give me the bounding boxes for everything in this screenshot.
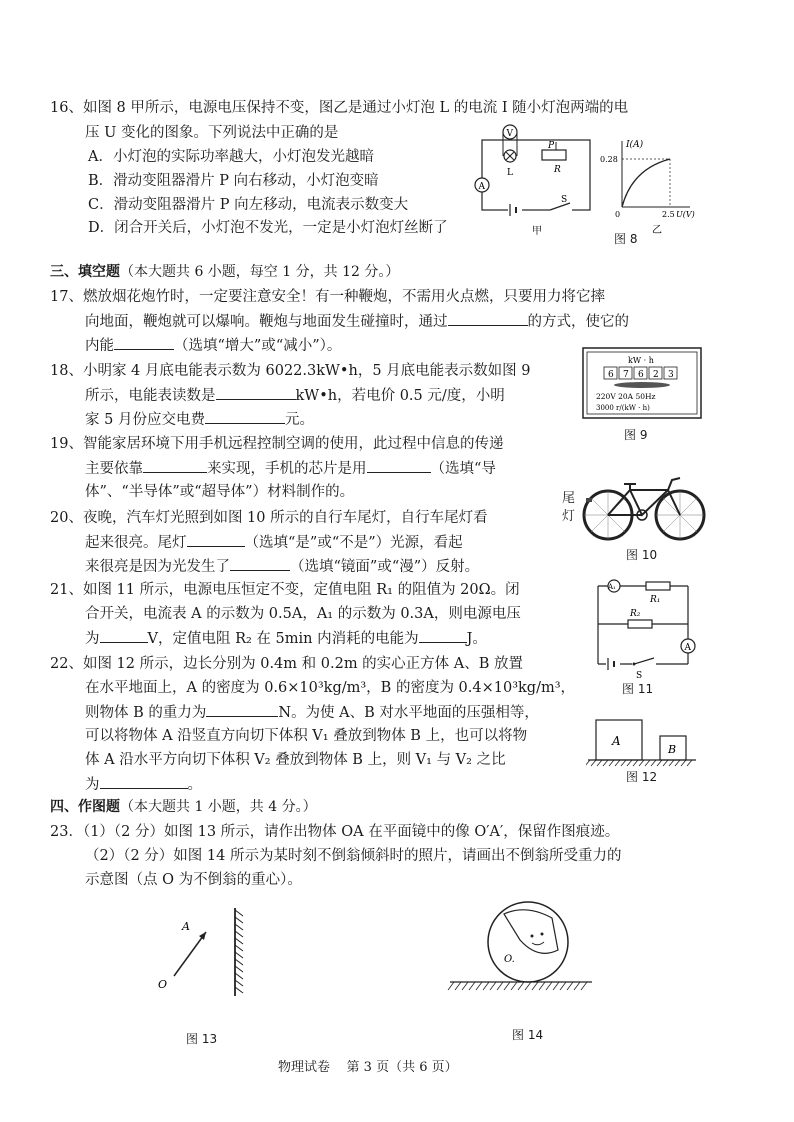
hatch-line [657, 760, 662, 766]
q20-line1: 20、夜晚，汽车灯光照到如图 10 所示的自行车尾灯，自行车尾灯看 [50, 510, 488, 526]
hatch-line [518, 982, 524, 990]
q19-blank-1[interactable] [143, 458, 207, 473]
q22-blank-1[interactable] [206, 702, 278, 717]
fig11-r1-label: R₁ [650, 595, 661, 605]
hatch-line [476, 982, 482, 990]
q18-line1: 18、小明家 4 月底电能表示数为 6022.3kW•h，5 月底电能表示数如图 9 [50, 363, 531, 379]
hatch-line [525, 982, 531, 990]
figure-13-caption: 图 13 [186, 1032, 218, 1046]
hatch-line [627, 760, 632, 766]
q22-line1: 22、如图 12 所示，边长分别为 0.4m 和 0.2m 的实心正方体 A、B 放置 [50, 656, 524, 672]
q16-stem-line2: 压 U 变化的图象。下列说法中正确的是 [85, 125, 339, 141]
mirror-hatch-line [235, 917, 243, 923]
fig11-r2-label: R₂ [630, 609, 641, 619]
q21-line3 [85, 628, 487, 649]
q17-blank-2[interactable] [114, 335, 174, 350]
q18-blank-2[interactable] [205, 409, 285, 424]
figure-8-circuit [470, 120, 600, 240]
hatch-line [621, 760, 626, 766]
meter-digit-group [604, 367, 677, 380]
mirror-hatch-line [235, 945, 243, 951]
slider-label: P [548, 141, 555, 151]
hatch-line [455, 982, 461, 990]
figure-8-graph [600, 135, 700, 240]
meter-digit: 6 [638, 370, 644, 380]
footer [278, 1058, 458, 1078]
q17-line1: 17、燃放烟花炮竹时，一定要注意安全！有一种鞭炮，不需用火点燃，只要用力将它摔 [50, 289, 605, 305]
q20-line3 [85, 556, 479, 577]
graph-x-tick: 2.5 [662, 210, 675, 219]
meter-digit: 6 [608, 370, 614, 380]
hatch-line [591, 760, 596, 766]
graph-y-label: I(A) [626, 140, 644, 150]
q19-line2a: 主要依靠 [85, 461, 143, 477]
fig11-a1-label: A₁ [608, 583, 616, 591]
fig11-a-label: A [684, 643, 691, 653]
hatch-line [609, 760, 614, 766]
hatch-line [553, 982, 559, 990]
hatch-line [615, 760, 620, 766]
hatch-line [681, 760, 686, 766]
section-4-title: 四、作图题 [50, 799, 120, 815]
hatch-line [651, 760, 656, 766]
mirror-hatch-line [235, 980, 243, 986]
figure-10-caption: 图 10 [626, 548, 658, 562]
hatch-line [448, 982, 454, 990]
q21-line3a: 为 [85, 631, 100, 647]
q16-option-a: A．小灯泡的实际功率越大，小灯泡发光越暗 [88, 149, 374, 165]
hatch-line [574, 982, 580, 990]
figure-13-mirror [150, 900, 270, 1010]
q16-option-d: D．闭合开关后，小灯泡不发光，一定是小灯泡灯丝断了 [88, 220, 448, 236]
figure-14-caption: 图 14 [512, 1028, 544, 1042]
figure-11-circuit [584, 576, 702, 680]
q18-line3a: 家 5 月份应交电费 [85, 412, 205, 428]
footer-subject: 物理试卷 [278, 1060, 331, 1075]
q23-line1: 23．（1）（2 分）如图 13 所示，请作出物体 OA 在平面镜中的像 O′A′，保留作图痕迹。 [50, 824, 620, 840]
meter-digit: 7 [623, 370, 629, 380]
fig14-o-label: O. [504, 954, 515, 965]
q17-line3a: 内能 [85, 338, 114, 354]
voltmeter-label: V [506, 129, 513, 139]
hatch-line [639, 760, 644, 766]
cube-b-label: B [668, 743, 677, 756]
meter-digit: 2 [653, 370, 659, 380]
q17-line2b: 的方式，使它的 [527, 314, 629, 330]
q22-line6b: 。 [187, 777, 202, 793]
figure-9-meter [582, 347, 702, 419]
hatch-line [586, 760, 590, 766]
q23-line3: 示意图（点 O 为不倒翁的重心）。 [85, 872, 302, 888]
meter-spec: 220V 20A 50Hz [596, 392, 656, 401]
lamp-label: L [507, 168, 513, 178]
hatch-line [675, 760, 680, 766]
q19-line3: 体”、“半导体”或“超导体”）材料制作的。 [85, 484, 355, 500]
q23-line2: （2）（2 分）如图 14 所示为某时刻不倒翁倾斜时的照片，请画出不倒翁所受重力的 [85, 848, 622, 864]
q21-blank-1[interactable] [100, 628, 148, 643]
q19-blank-2[interactable] [367, 458, 431, 473]
hatch-line [532, 982, 538, 990]
q17-line3b: （选填“增大”或“减小”）。 [174, 338, 342, 354]
ammeter-label: A [478, 182, 485, 192]
q22-blank-2[interactable] [100, 774, 188, 789]
mirror-hatch-line [235, 931, 243, 937]
q17-line2a: 向地面，鞭炮就可以爆响。鞭炮与地面发生碰撞时，通过 [85, 314, 448, 330]
q20-line3a: 来很亮是因为光发生了 [85, 559, 230, 575]
figure-12-caption: 图 12 [626, 770, 658, 784]
q22-line6a: 为 [85, 777, 100, 793]
hatch-line [567, 982, 573, 990]
q17-line3 [85, 335, 341, 356]
hatch-line [633, 760, 638, 766]
figure-9-caption: 图 9 [624, 428, 648, 442]
figure-14-tumbler [446, 900, 596, 1000]
q20-line3b: （选填“镜面”或“漫”）反射。 [290, 559, 480, 575]
hatch-line [511, 982, 517, 990]
mirror-hatch-line [235, 938, 243, 944]
q21-line2: 合开关，电流表 A 的示数为 0.5A，A₁ 的示数为 0.3A，则电源电压 [85, 606, 521, 622]
q21-line3c: J。 [466, 631, 487, 647]
q22-line3a: 则物体 B 的重力为 [85, 705, 207, 721]
q17-blank-1[interactable] [448, 311, 528, 326]
mirror-hatch-line [235, 973, 243, 979]
mirror-hatch-line [235, 910, 243, 916]
q20-blank-1[interactable] [187, 532, 245, 547]
q22-line6 [85, 774, 202, 795]
figure-12-cubes [586, 714, 698, 770]
hatch-line [483, 982, 489, 990]
q21-blank-2[interactable] [419, 628, 467, 643]
q18-line2 [85, 385, 505, 406]
hatch-line [669, 760, 674, 766]
hatch-line [560, 982, 566, 990]
hatch-line [687, 760, 692, 766]
figure-8-caption: 图 8 [614, 232, 638, 246]
hatch-line [597, 760, 602, 766]
q17-line2 [85, 311, 629, 332]
rheostat-label: R [554, 165, 561, 175]
figure-10-bicycle [580, 470, 708, 542]
figure-8-left-label: 甲 [532, 226, 542, 237]
q20-blank-2[interactable] [230, 556, 290, 571]
hatch-line [645, 760, 650, 766]
cube-a-label: A [612, 734, 621, 748]
q19-line2 [85, 458, 496, 479]
q22-line5: 体 A 沿水平方向切下体积 V₂ 叠放到物体 B 上，则 V₁ 与 V₂ 之比 [85, 752, 506, 768]
hatch-line [603, 760, 608, 766]
q19-line1: 19、智能家居环境下用手机远程控制空调的使用，此过程中信息的传递 [50, 436, 504, 452]
meter-rev: 3000 r/(kW · h) [596, 404, 650, 412]
q22-line4: 可以将物体 A 沿竖直方向切下体积 V₁ 叠放到物体 B 上，也可以将物 [85, 728, 528, 744]
q16-stem-line1: 16、如图 8 甲所示，电源电压保持不变，图乙是通过小灯泡 L 的电流 I 随小灯泡两端的电 [50, 100, 629, 116]
fig11-s-label: S [636, 671, 643, 680]
q18-line2a: 所示，电能表读数是 [85, 388, 216, 404]
hatch-line [497, 982, 503, 990]
q16-option-c: C．滑动变阻器滑片 P 向左移动，电流表示数变大 [88, 197, 409, 213]
section-3-note: （本大题共 6 小题，每空 1 分，共 12 分。） [120, 264, 400, 280]
q16-option-b: B．滑动变阻器滑片 P 向右移动，小灯泡变暗 [88, 173, 379, 189]
section-3-heading [50, 262, 399, 282]
hatch-line [581, 982, 587, 990]
graph-y-tick: 0.28 [600, 155, 618, 164]
meter-unit: kW · h [628, 356, 654, 365]
tail-light-label: 尾灯 [562, 491, 576, 524]
q21-line1: 21、如图 11 所示，电源电压恒定不变，定值电阻 R₁ 的阻值为 20Ω。闭 [50, 582, 520, 598]
section-4-heading [50, 797, 317, 817]
figure-8-right-label: 乙 [652, 225, 662, 236]
q18-blank-1[interactable] [216, 385, 296, 400]
q20-line2a: 起来很亮。尾灯 [85, 535, 187, 551]
hatch-line [490, 982, 496, 990]
mirror-hatch-line [235, 924, 243, 930]
hatch-line [539, 982, 545, 990]
meter-digit: 3 [668, 370, 674, 380]
section-3-title: 三、填空题 [50, 264, 120, 280]
hatch-line [504, 982, 510, 990]
q19-line2b: 来实现，手机的芯片是用 [207, 461, 367, 477]
hatch-line [546, 982, 552, 990]
mirror-hatch-line [235, 966, 243, 972]
mirror-hatch-line [235, 959, 243, 965]
q22-line3b: N。为使 A、B 对水平地面的压强相等， [278, 705, 539, 721]
figure-11-caption: 图 11 [622, 682, 654, 696]
q21-line3b: V，定值电阻 R₂ 在 5min 内消耗的电能为 [147, 631, 419, 647]
q18-line3b: 元。 [284, 412, 314, 428]
q20-line2b: （选填“是”或“不是”）光源，看起 [244, 535, 463, 551]
mirror-hatch-line [235, 952, 243, 958]
section-4-note: （本大题共 1 小题，共 4 分。） [120, 799, 317, 815]
hatch-line [469, 982, 475, 990]
q22-line2: 在水平地面上，A 的密度为 0.6×10³kg/m³，B 的密度为 0.4×10³kg/m³， [85, 680, 576, 696]
q18-line2b: kW•h，若电价 0.5 元/度，小明 [295, 388, 505, 404]
footer-page: 第 3 页（共 6 页） [346, 1060, 458, 1075]
q20-line2 [85, 532, 463, 553]
hatch-line [663, 760, 668, 766]
fig13-a-label: A [182, 920, 190, 933]
q19-line2c: （选填“导 [430, 461, 496, 477]
switch-label: S [561, 195, 568, 205]
fig13-o-label: O [158, 978, 168, 991]
graph-x-label: U(V) [676, 210, 695, 219]
graph-origin: 0 [615, 210, 621, 219]
q22-line3 [85, 702, 539, 723]
q18-line3 [85, 409, 314, 430]
mirror-hatch-line [235, 987, 243, 993]
hatch-line [462, 982, 468, 990]
